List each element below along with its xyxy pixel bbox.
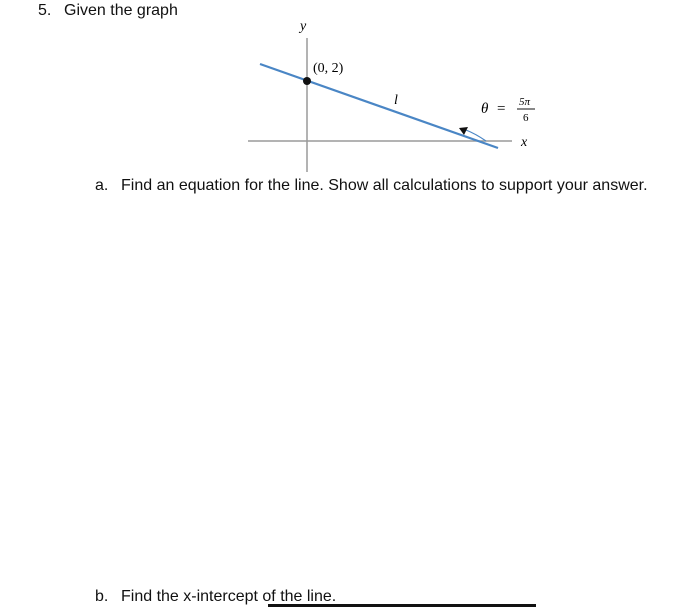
question-title: Given the graph (64, 2, 178, 19)
angle-equals: = (497, 101, 506, 117)
question-number: 5. (38, 2, 52, 19)
angle-symbol: θ (481, 101, 489, 117)
line-label: l (394, 93, 398, 108)
answer-underline (268, 604, 536, 607)
y-axis-label: y (300, 19, 307, 34)
part-b-letter: b. (95, 588, 109, 605)
angle-numerator: 5π (519, 96, 531, 108)
part-a-prompt: Find an equation for the line. Show all calculations to support your answer. (121, 177, 648, 194)
point-label: (0, 2) (313, 61, 344, 76)
part-b-prompt: Find the x-intercept of the line. (121, 588, 337, 605)
x-axis-label: x (521, 135, 528, 150)
part-a-letter: a. (95, 177, 109, 194)
y-intercept-point (303, 77, 311, 85)
angle-denominator: 6 (523, 112, 529, 124)
line-l (260, 64, 498, 148)
line-graph (0, 0, 700, 200)
